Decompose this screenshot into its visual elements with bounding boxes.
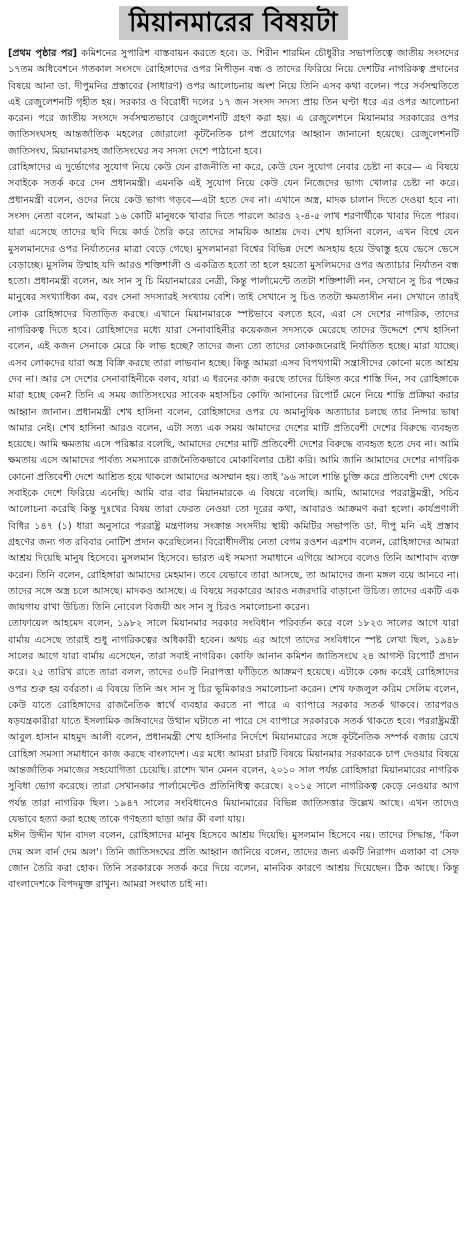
paragraph-text: কমিশনের সুপারিশ বাস্তবায়ন করতে হবে। ড. শিরীন শারমিন চৌধুরীর সভাপতিত্বে জাতীয় সংসদের ১৭তম অধিবেশনে গতকাল সংসদে রোহিঙ্গাদের ওপর নিপীড়ন বন্ধ ও তাদের ফিরিয়ে নিয়ে দেশটির নাগরিকত্ব প্রদানের বিষয়ে আনা ডা. দীপুমনির প্রস্তাবের (সাধারণ) ওপর আলোচনায় অংশ নিয়ে তিনি এসব কথা বলেন। পরে সর্বসম্মতিতে এই রেজুলেশনটি গৃহীত হয়। সরকার ও বিরোধী দলের ১৭ জন সংসদ সদস্য প্রায় তিন ঘণ্টা ধরে এর ওপর আলোচনা করেন। পরে জাতীয় সংসদে সর্বসম্মতভাবে রেজুলেশনটি গ্রহণ করা হয়। এ রেজুলেশনে মিয়ানমার সরকারের ওপর জাতিসংঘসহ আন্তর্জাতিক মহলের জোরালো কূটনৈতিক চাপ প্রয়োগের আহ্বান জানানো হয়েছে। রেজুলেশনটি জাতিসংঘ, মিয়ানমারসহ জাতিসংঘের সব সদস্য দেশে পাঠানো হবে।: [8, 48, 459, 157]
continuation-label: [প্রথম পৃষ্ঠার পর]: [8, 48, 78, 59]
article-body: [8, 46, 459, 893]
article-paragraph: তোফায়েল আহমেদ বলেন, ১৯৮২ সালে মিয়ানমার সরকার সংবিধান পরিবর্তন করে বলে ১৮২৩ সালের আগে যারা বার্মায় এসেছে তারাই শুধু নাগরিকত্বের অধিকারী হবেন। অথচ এর আগে তাদের সংবিধানে স্পষ্ট লেখা ছিল, ১৯৪৮ সালের আগে যারা বার্মায় এসেছেন, তারা সবাই নাগরিক। কোফি আনান কমিশন জাতিসংঘে ২৪ আগস্ট রিপোর্ট প্রদান করে। ২৫ তারিখ রাতে তারা বলল, তাদের ৩০টি নিরাপত্তা ফাঁড়িতে আক্রমণ হয়েছে। এটাকে কেন্দ্র করেই রোহিঙ্গাদের ওপর শুরু হয় বর্বরতা। এ বিষয়ে তিনি অং সান সু চির ভূমিকারও সমালোচনা করেন। শেখ ফজলুল করিম সেলিম বলেন, কেউ যাতে রোহিঙ্গাদের রাজনৈতিক স্বার্থে ব্যবহার করতে না পারে এ ব্যাপারে সরকার সতর্ক থাকবে। তারপরও ষড়যন্ত্রকারীরা যাতে ইসলামিক জঙ্গিবাদের উত্থান ঘটাতে না পারে সে ব্যাপারে সরকারকে সতর্ক থাকতে হবে। পররাষ্ট্রমন্ত্রী আবুল হাসান মাহমুদ আলী বলেন, প্রধানমন্ত্রী শেখ হাসিনার নির্দেশে মিয়ানমারের সঙ্গে কূটনৈতিক সম্পর্ক বজায় রেখে রোহিঙ্গা সমস্যা সমাধানে কাজ করছে বাংলাদেশ। এর মধ্যে আমরা চারটি বিষয়ে মিয়ানমার সরকারকে চাপ দেওয়ার বিষয়ে আন্তর্জাতিক সমাজের সহযোগিতা চেয়েছি। রাশেদ খান মেনন বলেন, ২০১০ সাল পর্যন্ত রোহিঙ্গারা মিয়ানমারের নাগরিক সুবিধা ভোগ করেছে। তারা সেখানকার পার্লামেন্টেও প্রতিনিধিত্ব করেছে। ২০১৫ সালে নাগরিকত্ব কেড়ে নেওয়ার আগ পর্যন্ত তারা নাগরিক ছিল। ১৯৪৭ সালের সংবিধানেও মিয়ানমারের বিভিন্ন জাতিসত্তার উল্লেখ আছে। এখন তাদেও যেভাবে হত্যা করা হচ্ছে তাকে গণহত্যা ছাড়া আর কী বলা যায়।: [8, 618, 459, 825]
headline-block: [8, 6, 459, 40]
article-paragraph: [8, 46, 459, 160]
article-paragraph: মঈন উদ্দীন খান বাদল বলেন, রোহিঙ্গাদের মানুষ হিসেবে আশ্রয় দিয়েছি। মুসলমান হিসেবে নয়। তাদের সিদ্ধান্ত, 'কিল দেম অল বার্ন দেম অল'। তিনি জাতিসংঘের প্রতি আহ্বান জানিয়ে বলেন, তাদের জন্য একটি নিরাপদ এলাকা বা সেফ জোন তৈরি করা হোক। তিনি সরকারকে সতর্ক করে দিয়ে বলেন, মানবিক কারণে আশ্রয় দিয়েছেন। ঠিক আছে। কিন্তু বাংলাদেশকে বিপদমুক্ত রাখুন। আমরা সংঘাত চাই না।: [8, 830, 459, 891]
article-paragraph: রোহিঙ্গাদের এ দুর্ভোগের সুযোগ নিয়ে কেউ যেন রাজনীতি না করে, কেউ যেন সুযোগ নেবার চেষ্টা না করে— এ বিষয়ে সবাইকে সতর্ক করে দেন প্রধানমন্ত্রী। এমনকি এই সুযোগ নিয়ে কেউ যেন নিজেদের ভাগ্য খোলার চেষ্টা না করে। প্রধানমন্ত্রী বলেন, ওদের নিয়ে কেউ ভাগ্য গড়বে—এটা হতে দেব না। এখানে অস্ত্র, মাদক চালান দিতে দেওয়া হবে না। সংসদ নেতা বলেন, আমরা ১৬ কোটি মানুষকে খাবার দিতে পারলে আরও ২-৪-৫ লাখ শরণার্থীকে খাবার দিতে পারব। যারা এসেছে তাদের ছবি দিয়ে কার্ড তৈরি করে তাদের সাময়িক আশ্রয় দেব। শেখ হাসিনা বলেন, এখন বিশ্বে যেন মুসলমানদের ওপর নির্যাতনের মাত্রা বেড়ে গেছে। মুসলমানরা বিশ্বের বিভিন্ন দেশে অসহায় হয়ে উদ্বাস্তু হয়ে ভেসে ভেসে বেড়াচ্ছে। মুসলিম উম্মাহ যদি আরও শক্তিশালী ও একত্রিত হতো তা হলে হয়তো মুসলিমদের ওপর অত্যাচার নির্যাতন বন্ধ হতো। প্রধানমন্ত্রী বলেন, অং সান সু চি মিয়ানমারের নেত্রী, কিন্তু পার্লামেন্টে ততটা শক্তিশালী নন, সেখানে সু চির পক্ষের মানুষের সংখ্যাধিক্য কম, বরং সেনা সদস্যারই সংখ্যায় বেশি। তাই সেখানে সু চিও ততটা ক্ষমতাসীন নন। সেখানে তারই লোক রোহিঙ্গাদের বিতাড়িত করছে। এখানে মিয়ানমারকে স্পষ্টভাবে বলতে হবে, এরা সে দেশের নাগরিক, তাদের নাগরিকত্ব দিতে হবে। রোহিঙ্গাদের মধ্যে যারা সেনাবাহিনীর কয়েকজন সদস্যকে মেরেছে তাদের উদ্দেশে শেখ হাসিনা বলেন, এই কজন সেনাকে মেরে কি লাভ হচ্ছে? তাদের জন্য তো তাদের লোকজনেরাই নির্যাতিত হচ্ছে। মারা যাচ্ছে। এসব লোকদের যারা অস্ত্র বিক্রি করছে তারা লাভবান হচ্ছে। কিন্তু আমরা এসব বিপথগামী সন্ত্রাসীদের কোনো মতে আশ্রয় দেব না। আর সে দেশের সেনাবাহিনীকে বলব, যারা এ ধরনের কাজ করছে তাদের চিহ্নিত করে শাস্তি দিন, সব রোহিঙ্গাকে মারা হচ্ছে কেন? তিনি এ সময় জাতিসংঘের সাবেক মহাসচিব কোফি আনানের রিপোর্ট মেনে নিয়ে শান্তি প্রক্রিয়া করার আহ্বান জানান। প্রধানমন্ত্রী শেখ হাসিনা বলেন, রোহিঙ্গাদের ওপর যে অমানুষিক অত্যাচার চলছে তার নিন্দার ভাষা আমার নেই। শেখ হাসিনা আরও বলেন, এটা সত্য এক সময় আমাদের দেশের মাটি প্রতিবেশী দেশের বিরুদ্ধে ব্যবহৃত হয়েছে। আমি ক্ষমতায় এসে পরিষ্কার বলেছি, আমাদের দেশের মাটি প্রতিবেশী দেশের বিরুদ্ধে ব্যবহৃত হতে দেব না। আমি ক্ষমতায় এসে আমাদের পার্বত্য সমস্যাকে রাজনৈতিকভাবে মোকাবিলার চেষ্টা করি। আমি জানি আমাদের দেশের নাগরিক কোনো প্রতিবেশী দেশে আশ্রিত হয়ে থাকলে আমাদের অসম্মান হয়। তাই '৯৬ সালে শান্তি চুক্তি করে প্রতিবেশী দেশ থেকে সবাইকে দেশে ফিরিয়ে এনেছি। আমি বার বার মিয়ানমারকে এ বিষয়ে বলেছি। আমি, আমাদের পররাষ্ট্রমন্ত্রী, সচিব আলোচনা করেছি কিন্তু দুঃখের বিষয় তারা ফেরত নেওয়া তো দূরের কথা, আবারও আক্রমণ করা হলো। কার্যপ্রণালী বিধির ১৪৭ (১) ধারা অনুসারে পররাষ্ট্র মন্ত্রণালয় সংক্রান্ত সংসদীয় স্থায়ী কমিটির সভাপতি ডা. দীপু মনি এই প্রস্তাব গ্রহণের জন্য গত রবিবার নোটিশ প্রদান করেছিলেন। বিরোধীদলীয় নেতা বেগম রওশন এরশাদ বলেন, রোহিঙ্গাদের আমরা আশ্রয় দিয়েছি মানুষ হিসেবে। মুসলমান হিসেবে। ভারত এই সমস্যা সমাধানে এগিয়ে আসবে বলেও তিনি আশাবাদ ব্যক্ত করেন। তিনি বলেন, রোহিঙ্গারা আমাদের মেহমান। তবে যেভাবে তারা আসছে, তা আমাদের জন্য মঙ্গল বয়ে আনবে না। তাদের সঙ্গে অস্ত্র চলে আসছে। মাদকও আসছে। এ বিষয়ে সরকারের আরও নজরদারি বাড়ানো উচিত। তাদের একটি এক জায়গায় রাখা উচিত। তিনি নোবেল বিজয়ী অং সান সু চিরও সমালোচনা করেন।: [8, 162, 459, 614]
headline: মিয়ানমারের বিষয়টা: [119, 6, 348, 40]
